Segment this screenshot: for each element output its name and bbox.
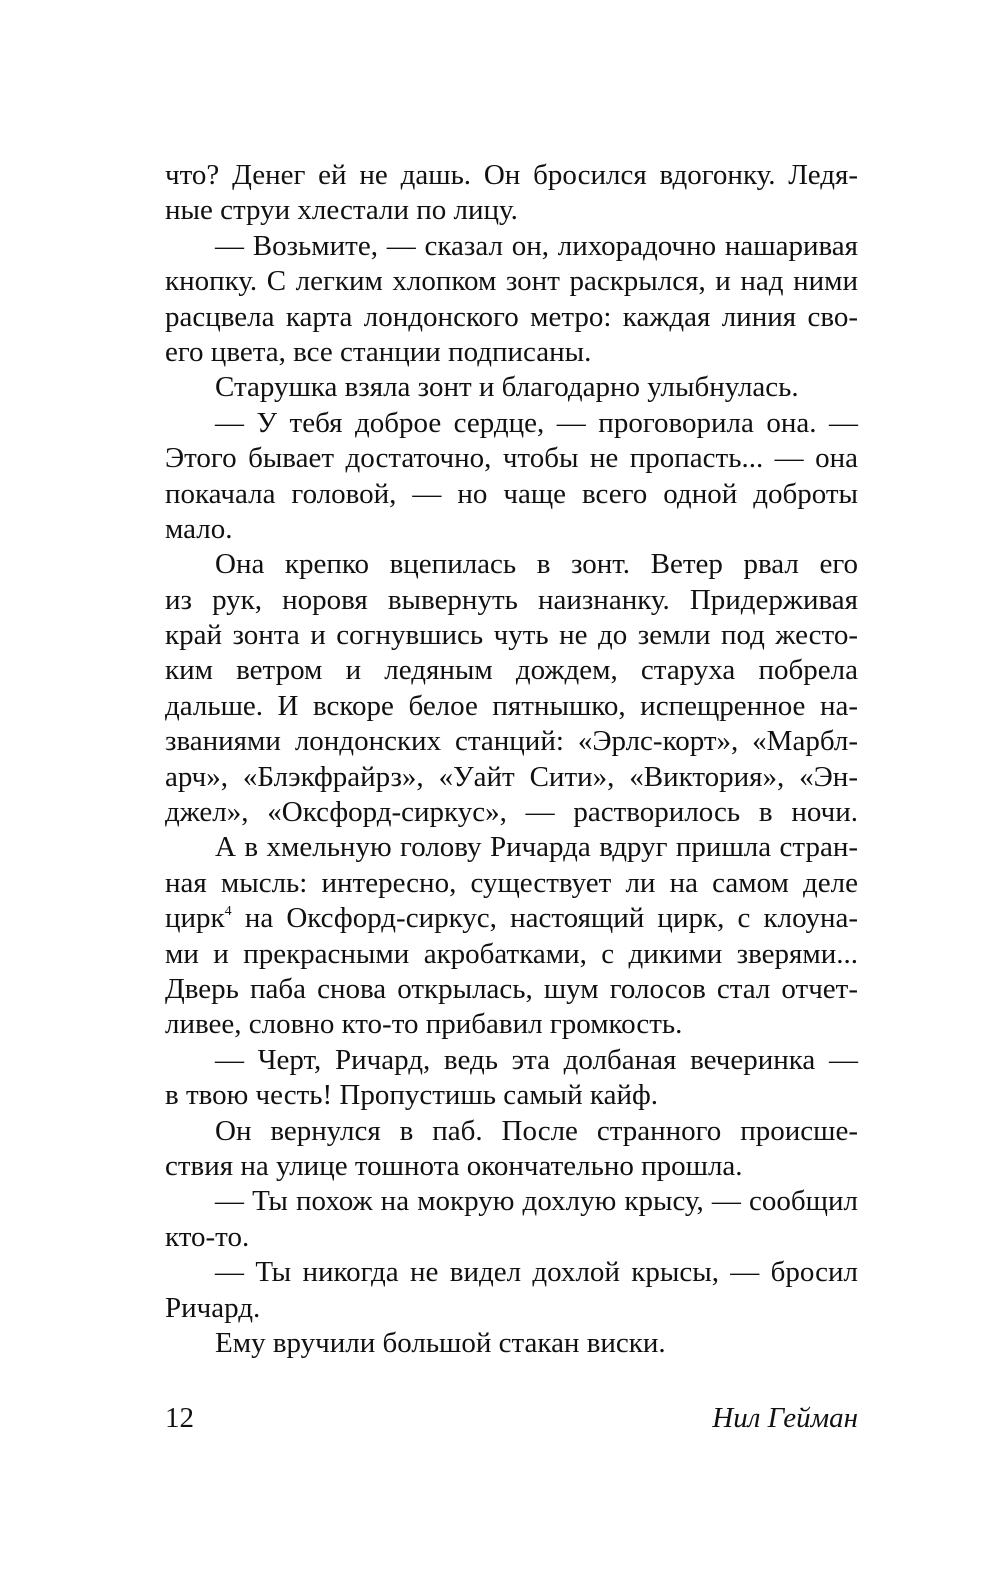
text-line: Ричард.	[165, 1291, 261, 1324]
text-line: что? Денег ей не дашь. Он бросился вдогонку. Ледя-	[165, 159, 858, 191]
text-line	[165, 901, 858, 936]
text-line: Дверь паба снова открылась, шум голосов стал отчет-	[165, 972, 858, 1005]
text-line: покачала головой, — но чаще всего одной доброты	[165, 477, 858, 510]
text-line: край зонта и согнувшись чуть не до земли под жесто-	[165, 619, 858, 652]
text-line: Она крепко вцепилась в зонт. Ветер рвал его	[215, 548, 858, 581]
text-line: Он вернулся в паб. После странного происше-	[215, 1114, 858, 1147]
page-number: 12	[165, 1402, 194, 1434]
text-line: мало.	[165, 512, 233, 545]
text-line: — Ты похож на мокрую дохлую крысу, — сообщил	[215, 1185, 858, 1218]
text-line: из рук, норовя вывернуть наизнанку. Придерживая	[165, 583, 858, 616]
text-line: ливее, словно кто-то прибавил громкость.	[165, 1008, 683, 1041]
text-line: в твою честь! Пропустишь самый кайф.	[165, 1079, 658, 1112]
text-line: кто-то.	[165, 1220, 250, 1253]
text-line: ствия на улице тошнота окончательно прошла.	[165, 1149, 743, 1182]
text-line: джел», «Оксфорд-сиркус», — растворилось в ночи.	[165, 796, 858, 829]
text-line: — У тебя доброе сердце, — проговорила она. —	[215, 406, 858, 439]
text-line: ким ветром и ледяным дождем, старуха побрела	[165, 654, 858, 687]
text-line: Ему вручили большой стакан виски.	[215, 1326, 666, 1359]
footnote-marker[interactable]: 4	[224, 904, 232, 920]
text-line: званиями лондонских станций: «Эрлс-корт», «Марбл-	[165, 725, 858, 758]
running-title: Нил Гейман	[712, 1402, 858, 1434]
text-line: кнопку. С легким хлопком зонт раскрылся, и над ними	[165, 265, 858, 298]
text-line: ная мысль: интересно, существует ли на самом деле	[165, 866, 858, 899]
text-line: расцвела карта лондонского метро: каждая линия сво-	[165, 300, 858, 333]
text-line: арч», «Блэкфрайрз», «Уайт Сити», «Виктория», «Эн-	[165, 760, 858, 793]
text-line: Этого бывает достаточно, чтобы не пропасть... — она	[165, 442, 858, 475]
text-line: — Черт, Ричард, ведь эта долбаная вечеринка —	[215, 1043, 858, 1076]
text-line-lead: цирк	[165, 902, 225, 935]
text-line: Старушка взяла зонт и благодарно улыбнулась.	[215, 371, 799, 404]
text-line: — Ты никогда не видел дохлой крысы, — бросил	[215, 1256, 858, 1289]
body-text	[165, 158, 858, 1361]
text-line: ные струи хлестали по лицу.	[165, 194, 518, 227]
text-line-rest: на Оксфорд-сиркус, настоящий цирк, с клоуна-	[244, 902, 859, 935]
page-footer	[165, 1398, 858, 1438]
text-line: дальше. И вскоре белое пятнышко, испещренное на-	[165, 689, 858, 722]
text-line: ми и прекрасными акробатками, с дикими зверями...	[165, 937, 858, 970]
text-line: А в хмельную голову Ричарда вдруг пришла стран-	[215, 831, 858, 864]
text-line: его цвета, все станции подписаны.	[165, 335, 592, 368]
text-line: — Возьмите, — сказал он, лихорадочно нашаривая	[215, 229, 858, 262]
